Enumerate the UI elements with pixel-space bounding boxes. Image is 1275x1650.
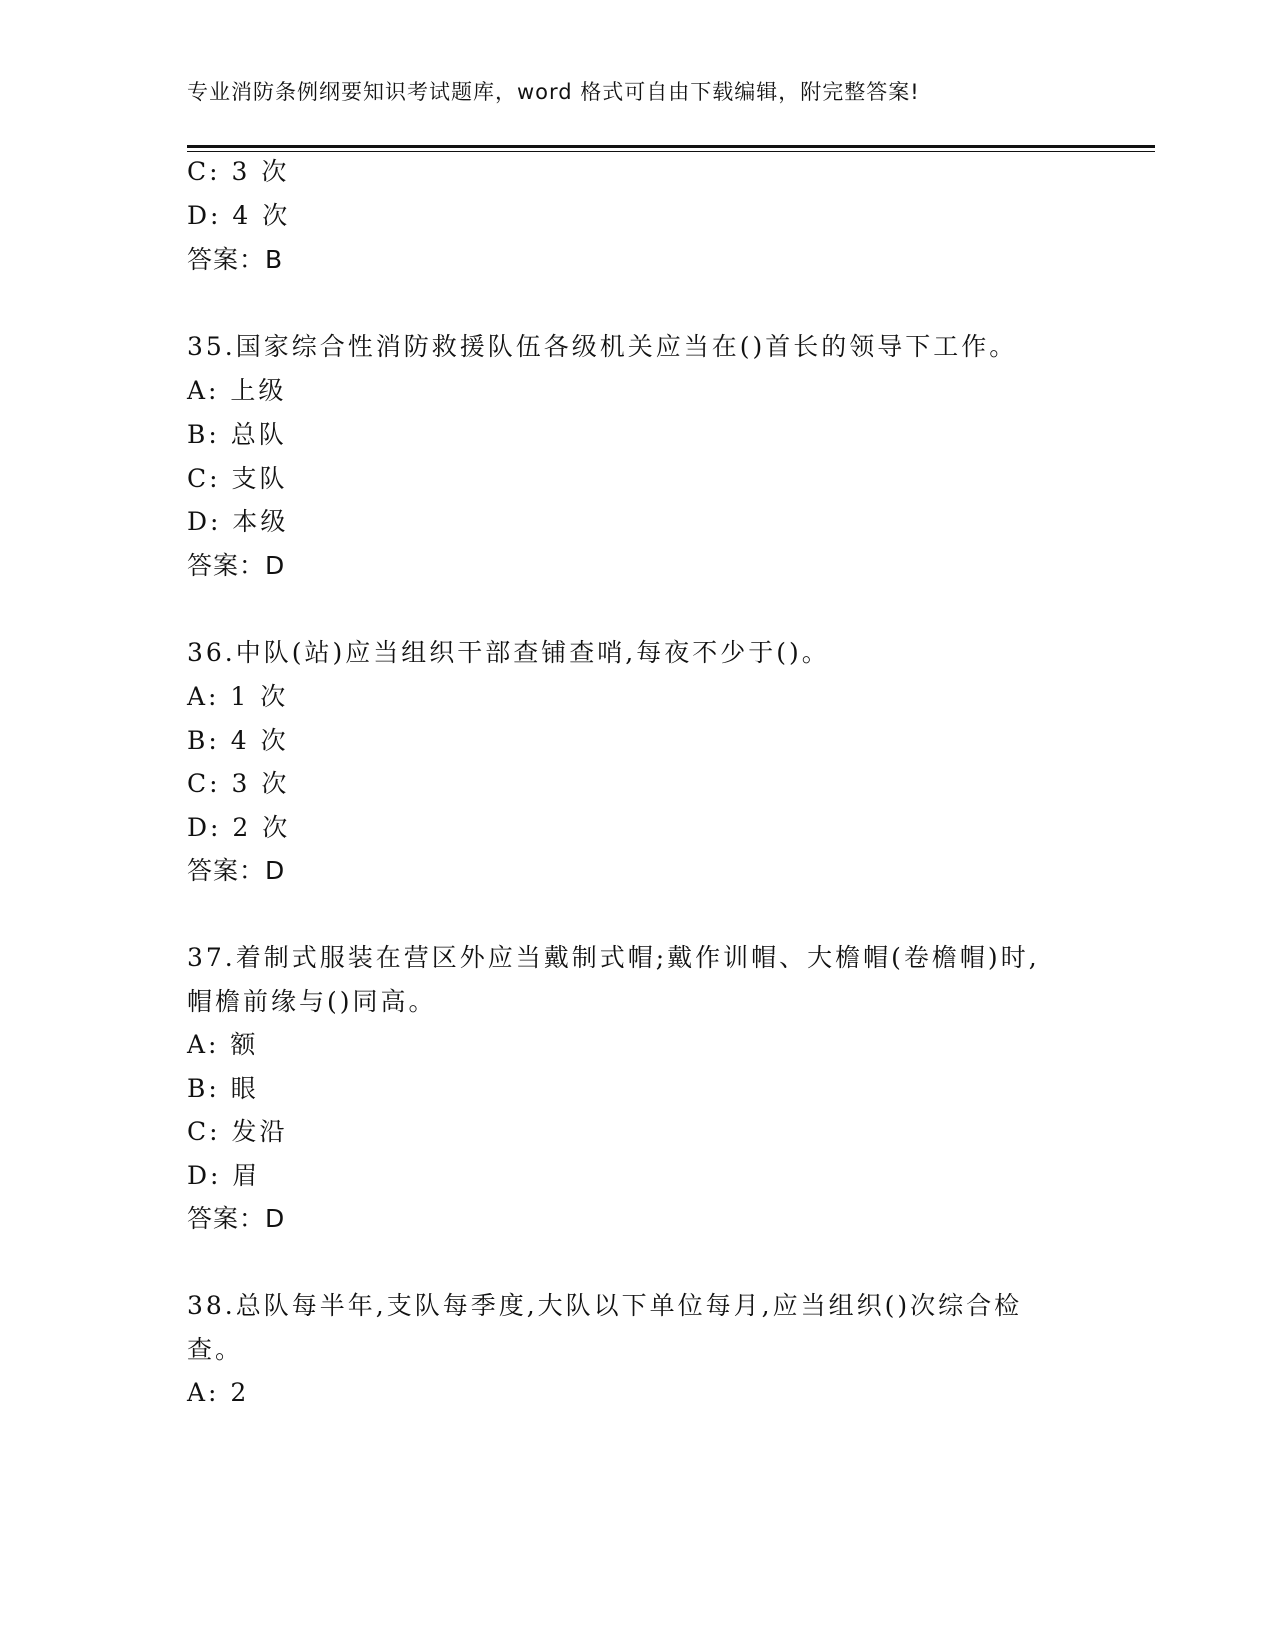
option-d: D: 本级	[187, 507, 289, 536]
page-header: 专业消防条例纲要知识考试题库，word 格式可自由下载编辑，附完整答案!	[187, 80, 920, 104]
question-stem-continued: 帽檐前缘与()同高。	[187, 987, 437, 1016]
option-c: C: 发沿	[187, 1117, 288, 1146]
header-rule-thick	[187, 145, 1155, 148]
option-b: B: 4 次	[187, 726, 289, 755]
question-stem-continued: 查。	[187, 1335, 244, 1364]
option-d: D: 眉	[187, 1161, 261, 1190]
option-d: D: 2 次	[187, 813, 291, 842]
question-stem: 35.国家综合性消防救援队伍各级机关应当在()首长的领导下工作。	[187, 332, 1018, 361]
question-stem: 38.总队每半年,支队每季度,大队以下单位每月,应当组织()次综合检	[187, 1291, 1023, 1320]
question-stem: 36.中队(站)应当组织干部查铺查哨,每夜不少于()。	[187, 638, 830, 667]
option-a: A: 1 次	[187, 682, 289, 711]
option-c: C: 3 次	[187, 157, 290, 186]
answer-line: 答案：D	[187, 551, 286, 580]
header-rule-thin	[187, 151, 1155, 152]
option-a: A: 上级	[187, 376, 287, 405]
question-stem: 37.着制式服装在营区外应当戴制式帽;戴作训帽、大檐帽(卷檐帽)时,	[187, 943, 1040, 972]
option-b: B: 总队	[187, 420, 287, 449]
option-a: A: 额	[187, 1030, 259, 1059]
option-b: B: 眼	[187, 1074, 259, 1103]
option-c: C: 支队	[187, 464, 288, 493]
answer-line: 答案：B	[187, 245, 284, 274]
option-a: A: 2	[187, 1378, 250, 1407]
option-d: D: 4 次	[187, 201, 291, 230]
option-c: C: 3 次	[187, 769, 290, 798]
answer-line: 答案：D	[187, 1204, 286, 1233]
answer-line: 答案：D	[187, 856, 286, 885]
